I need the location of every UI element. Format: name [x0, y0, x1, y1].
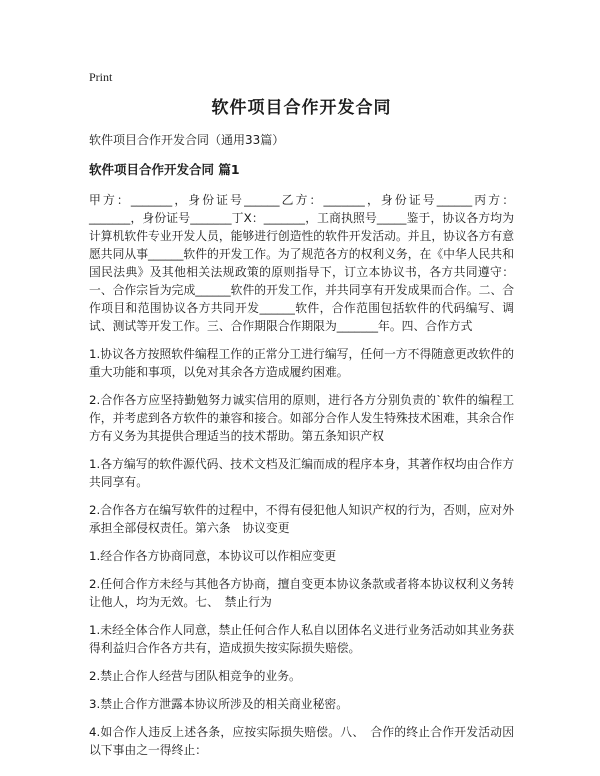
print-link[interactable]: Print [89, 70, 113, 84]
paragraph: 2.合作各方在编写软件的过程中，不得有侵犯他人知识产权的行为，否则，应对外承担全部侵权责任。第六条 协议变更 [89, 503, 514, 535]
paragraph: 2.禁止合作人经营与团队相竞争的业务。 [89, 669, 301, 683]
document-subtitle: 软件项目合作开发合同（通用33篇） [89, 133, 285, 147]
paragraph: 1.未经全体合作人同意，禁止任何合作人私自以团体名义进行业务活动如其业务获得利益归合作各方共有，造成损失按实际损失赔偿。 [89, 623, 514, 655]
document-title: 软件项目合作开发合同 [211, 98, 392, 118]
paragraph: 1.各方编写的软件源代码、技术文档及汇编而成的程序本身，其著作权均由合作方共同享有。 [89, 457, 514, 489]
paragraph: 2.合作各方应坚持勤勉努力诚实信用的原则，进行各方分别负责的`软件的编程工作，并考虑到各方软件的兼容和接合。如部分合作人发生特殊技术困难，其余合作方有义务为其提供合理适当的技术帮助。第五条知识产权 [89, 393, 514, 443]
paragraph: 2.任何合作方未经与其他各方协商，擅自变更本协议条款或者将本协议权利义务转让他人，均为无效。七、 禁止行为 [89, 577, 514, 609]
paragraph: 1.协议各方按照软件编程工作的正常分工进行编写，任何一方不得随意更改软件的重大功能和事项，以免对其余各方造成履约困难。 [89, 347, 514, 379]
paragraph: 甲方：_______，身份证号______乙方：_______，身份证号______丙方：_______，身份证号_______丁X：_______，工商执照号_____鉴于，协议各方均为计算机软件专业开发人员，能够进行创造性的软件开发活动。并且，协议各方有意愿共同从事______软件的开发工作。为了规范各方的权利义务，在《中华人民共和国民法典》及其他相关法规政策的原则指导下，订立本协议书，各方共同遵守：一、合作宗旨为完成______软件的开发工作，并共同享有开发成果而合作。二、合作项目和范围协议各方共同开发______软件，合作范围包括软件的代码编写、调试、测试等开发工作。三、合作期限合作期限为_______年。四、合作方式 [89, 193, 514, 333]
section-heading: 软件项目合作开发合同 篇1 [89, 162, 240, 177]
document-body [89, 95, 514, 769]
paragraph: 3.禁止合作方泄露本协议所涉及的相关商业秘密。 [89, 697, 348, 711]
paragraph: 1.经合作各方协商同意，本协议可以作相应变更 [89, 549, 337, 563]
paragraph: 4.如合作人违反上述各条，应按实际损失赔偿。八、 合作的终止合作开发活动因以下事由之一得终止： [89, 725, 514, 757]
